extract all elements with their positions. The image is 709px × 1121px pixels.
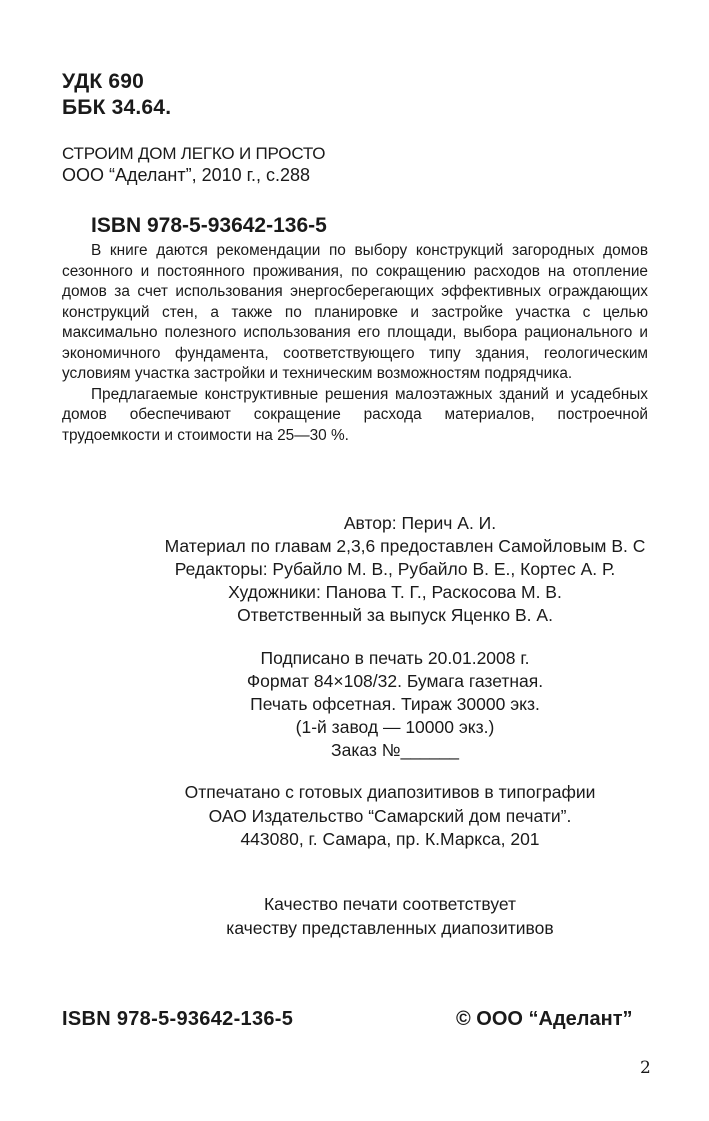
responsible-line: Ответственный за выпуск Яценко В. А. [237, 605, 553, 625]
page-number: 2 [640, 1058, 651, 1078]
credits-block [62, 512, 648, 627]
printing-house-line: Отпечатано с готовых диапозитивов в типографии [184, 782, 596, 802]
copyright-notice: © ООО “Аделант” [456, 1008, 633, 1030]
isbn-bottom: ISBN 978-5-93642-136-5 [62, 1008, 294, 1030]
signed-line: Подписано в печать 20.01.2008 г. [260, 648, 530, 668]
publisher-line: ООО “Аделант”, 2010 г., с.288 [62, 165, 311, 185]
quality-note [62, 893, 648, 940]
artists-line: Художники: Панова Т. Г., Раскосова М. В. [228, 582, 562, 602]
author-line: Автор: Перич А. И. [343, 513, 497, 533]
editors-line: Редакторы: Рубайло М. В., Рубайло В. Е., Кортес А. Р. [174, 559, 616, 579]
printing-house-address: 443080, г. Самара, пр. К.Маркса, 201 [240, 829, 540, 849]
abstract-paragraph: Предлагаемые конструктивные решения малоэтажных зданий и усадебных домов обеспечивают сокращение расхода материалов, построечной трудоемкости и стоимости на 25—30 %. [62, 385, 648, 444]
print-run-line: Печать офсетная. Тираж 30000 экз. [250, 694, 540, 714]
quality-line: Качество печати соответствует [263, 894, 517, 914]
quality-line: качеству представленных диапозитивов [226, 917, 554, 938]
isbn-top: ISBN 978-5-93642-136-5 [91, 214, 327, 237]
abstract [62, 241, 648, 446]
material-line: Материал по главам 2,3,6 предоставлен Самойловым В. С [164, 536, 646, 556]
order-line: Заказ №______ [331, 740, 459, 760]
printing-house-block [62, 781, 648, 852]
udk-code: УДК 690 [62, 70, 145, 93]
printing-house-name: ОАО Издательство “Самарский дом печати”. [208, 805, 572, 826]
book-title: СТРОИМ ДОМ ЛЕГКО И ПРОСТО [62, 144, 326, 163]
abstract-paragraph: В книге даются рекомендации по выбору конструкций загородных домов сезонного и постоянного проживания, по сокращению расходов на отопление домов за счет использования энергосберегающих эффективных ограждающих конструкций стен, а также по планировке и застройке участка с целью максимально полезного использования его площади, выбора рационального и экономичного фундамента, соответствующего типу здания, геологическим условиям участка застройки и техническим возможностям подрядчика. [62, 242, 648, 382]
print-info-block [62, 647, 648, 762]
batch-line: (1-й завод — 10000 экз.) [295, 717, 495, 737]
bbk-code: ББК 34.64. [62, 96, 172, 119]
format-line: Формат 84×108/32. Бумага газетная. [246, 671, 544, 691]
